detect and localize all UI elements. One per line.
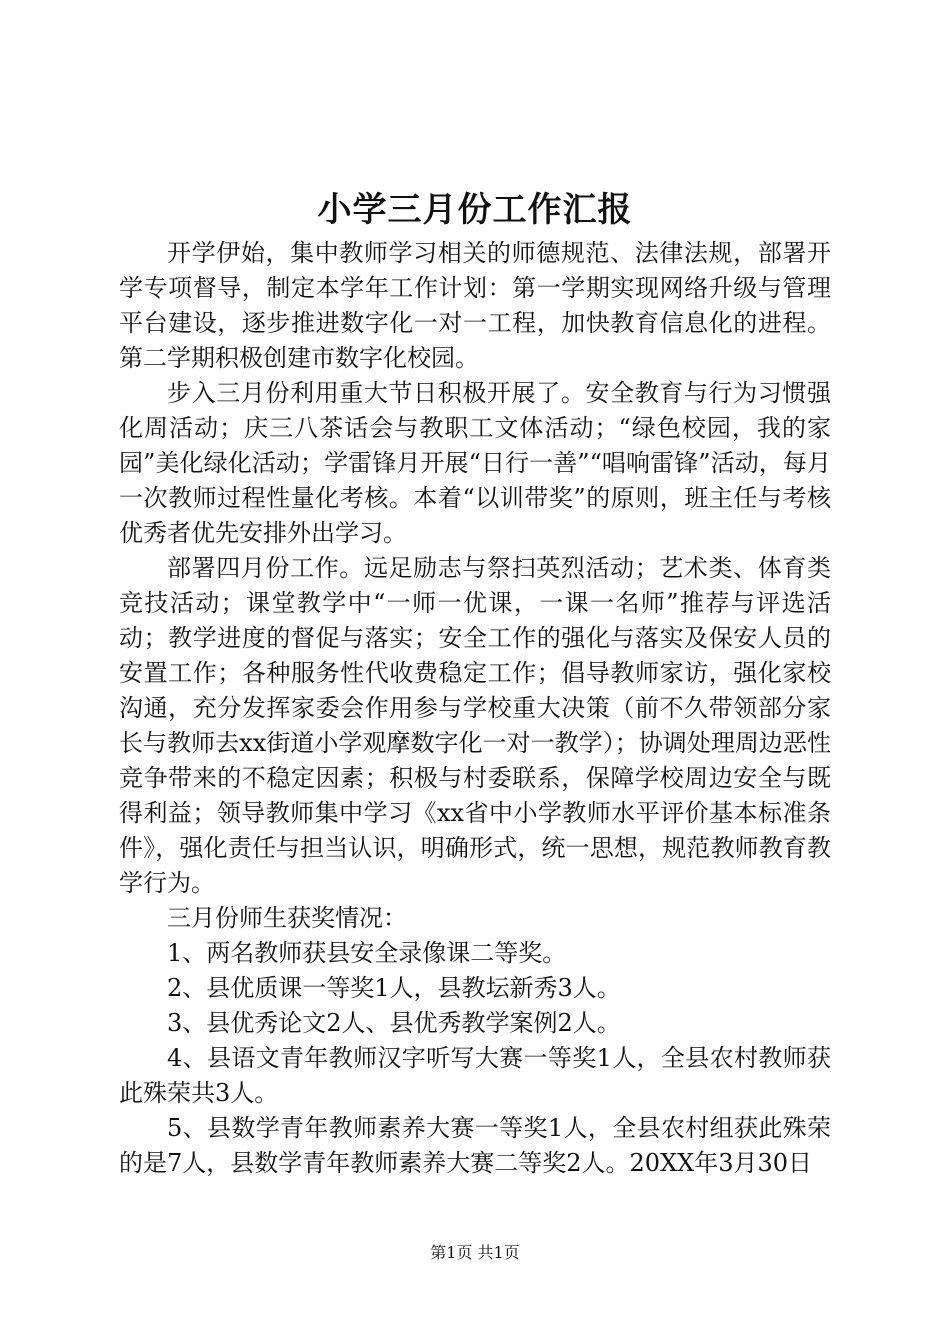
document-title: 小学三月份工作汇报 [317, 190, 633, 230]
paragraph-march-activities: 步入三月份利用重大节日积极开展了。安全教育与行为习惯强化周活动；庆三八茶话会与教职工文体活动；“绿色校园，我的家园”美化绿化活动；学雷锋月开展“日行一善”“唱响雷锋”活动，每月一次教师过程性量化考核。本着“以训带奖”的原则，班主任与考核优秀者优先安排外出学习。 [119, 379, 831, 547]
award-item: 5、县数学青年教师素养大赛一等奖1人，全县农村组获此殊荣的是7人，县数学青年教师素养大赛二等奖2人。20XX年3月30日 [119, 1114, 831, 1177]
paragraph-april-plan: 部署四月份工作。远足励志与祭扫英烈活动；艺术类、体育类竞技活动；课堂教学中“一师一优课，一课一名师”推荐与评选活动；教学进度的督促与落实；安全工作的强化与落实及保安人员的安置工作；各种服务性代收费稳定工作；倡导教师家访，强化家校沟通，充分发挥家委会作用参与学校重大决策（前不久带领部分家长与教师去xx街道小学观摩数字化一对一教学）；协调处理周边恶性竞争带来的不稳定因素；积极与村委联系，保障学校周边安全与既得利益；领导教师集中学习《xx省中小学教师水平评价基本标准条件》，强化责任与担当认识，明确形式，统一思想，规范教师教育教学行为。 [119, 554, 831, 897]
award-item: 4、县语文青年教师汉字听写大赛一等奖1人，全县农村教师获此殊荣共3人。 [119, 1044, 831, 1107]
award-item: 2、县优质课一等奖1人，县教坛新秀3人。 [167, 974, 621, 1002]
document-body [119, 236, 831, 1181]
paragraph-awards-heading: 三月份师生获奖情况： [167, 904, 407, 932]
award-item: 3、县优秀论文2人、县优秀教学案例2人。 [167, 1009, 621, 1037]
award-item: 1、两名教师获县安全录像课二等奖。 [167, 939, 567, 967]
paragraph-intro: 开学伊始，集中教师学习相关的师德规范、法律法规，部署开学专项督导，制定本学年工作计划：第一学期实现网络升级与管理平台建设，逐步推进数字化一对一工程，加快教育信息化的进程。第二学期积极创建市数字化校园。 [119, 239, 831, 372]
page-footer: 第1页 共1页 [430, 1243, 520, 1262]
